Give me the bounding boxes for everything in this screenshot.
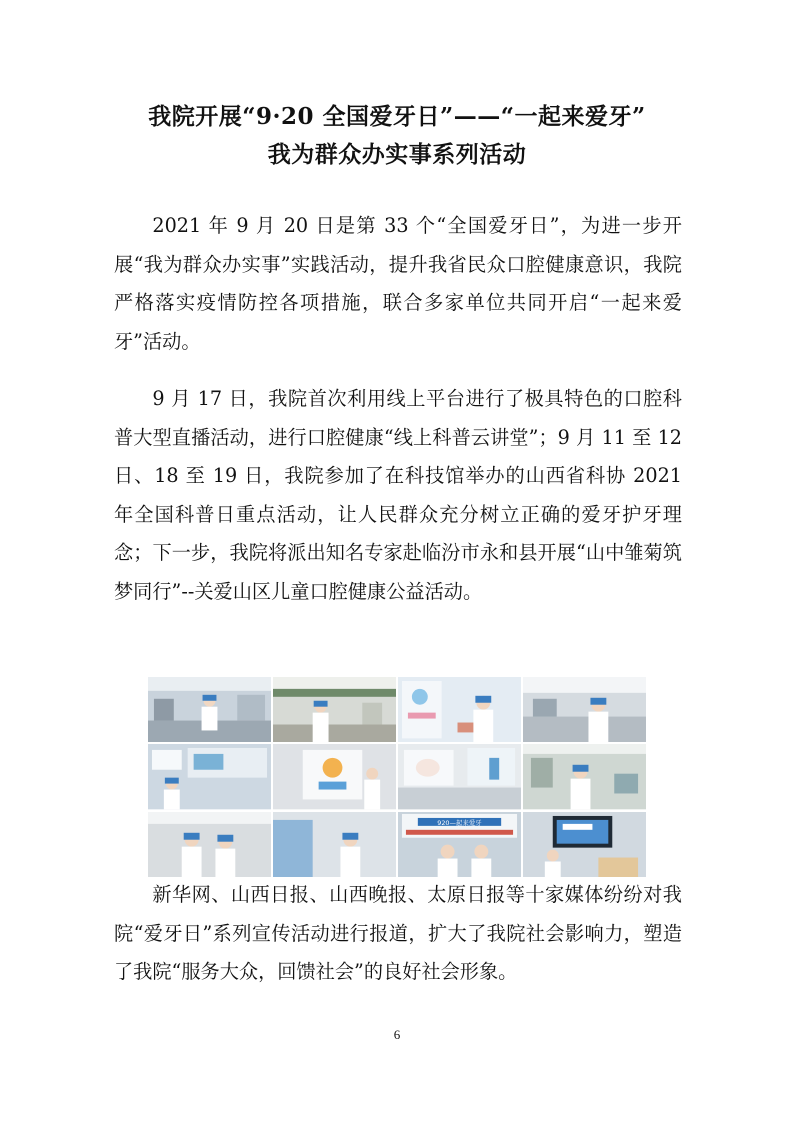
photo-tooth-model — [398, 744, 521, 809]
photo-ward-curtain — [273, 812, 396, 877]
document-title-line-1: 我院开展“9·20 全国爱牙日”——“一起来爱牙” — [148, 103, 646, 130]
event-banner-text: 920—起来爱牙 — [437, 818, 482, 827]
page-number: 6 — [393, 1027, 401, 1042]
document-title-line-2: 我为群众办实事系列活动 — [267, 141, 527, 168]
photo-staff-corridor — [273, 677, 396, 742]
paragraph-3-text: 新华网、山西日报、山西晚报、太原日报等十家媒体纷纷对我院“爱牙日”系列宣传活动进行报道，扩大了我院社会影响力，塑造了我院“服务大众，回馈社会”的良好社会形象。 — [114, 883, 682, 983]
paragraph-3 — [114, 876, 682, 992]
photo-lab-room — [523, 677, 646, 742]
photo-mascot-poster — [273, 744, 396, 809]
photo-staff-office — [523, 744, 646, 809]
activity-photo-collage — [148, 677, 646, 877]
photo-booth-display — [148, 744, 271, 809]
photo-clinic-hall — [148, 677, 271, 742]
paragraph-1 — [114, 207, 682, 361]
photo-two-staff — [148, 812, 271, 877]
photo-dental-poster — [398, 677, 521, 742]
paragraph-2-text: 9 月 17 日，我院首次利用线上平台进行了极具特色的口腔科普大型直播活动，进行口腔健康“线上科普云讲堂”；9 月 11 至 12 日、18 至 19 日，我院参加了在科技馆举办的山西省科协 2021 年全国科普日重点活动，让人民群众充分树立正确的爱牙护牙理念；下一步，我院将派出知名专家赴临汾市永和县开展“山中雏菊筑梦同行”--关爱山区儿童口腔健康公益活动。 — [114, 387, 682, 603]
paragraph-1-text: 2021 年 9 月 20 日是第 33 个“全国爱牙日”，为进一步开展“我为群众办实事”实践活动，提升我省民众口腔健康意识，我院严格落实疫情防控各项措施，联合多家单位共同开启“一起来爱牙”活动。 — [114, 214, 682, 353]
paragraph-2 — [114, 380, 682, 611]
photo-live-stream-screen — [523, 812, 646, 877]
photo-event-banner — [398, 812, 521, 877]
